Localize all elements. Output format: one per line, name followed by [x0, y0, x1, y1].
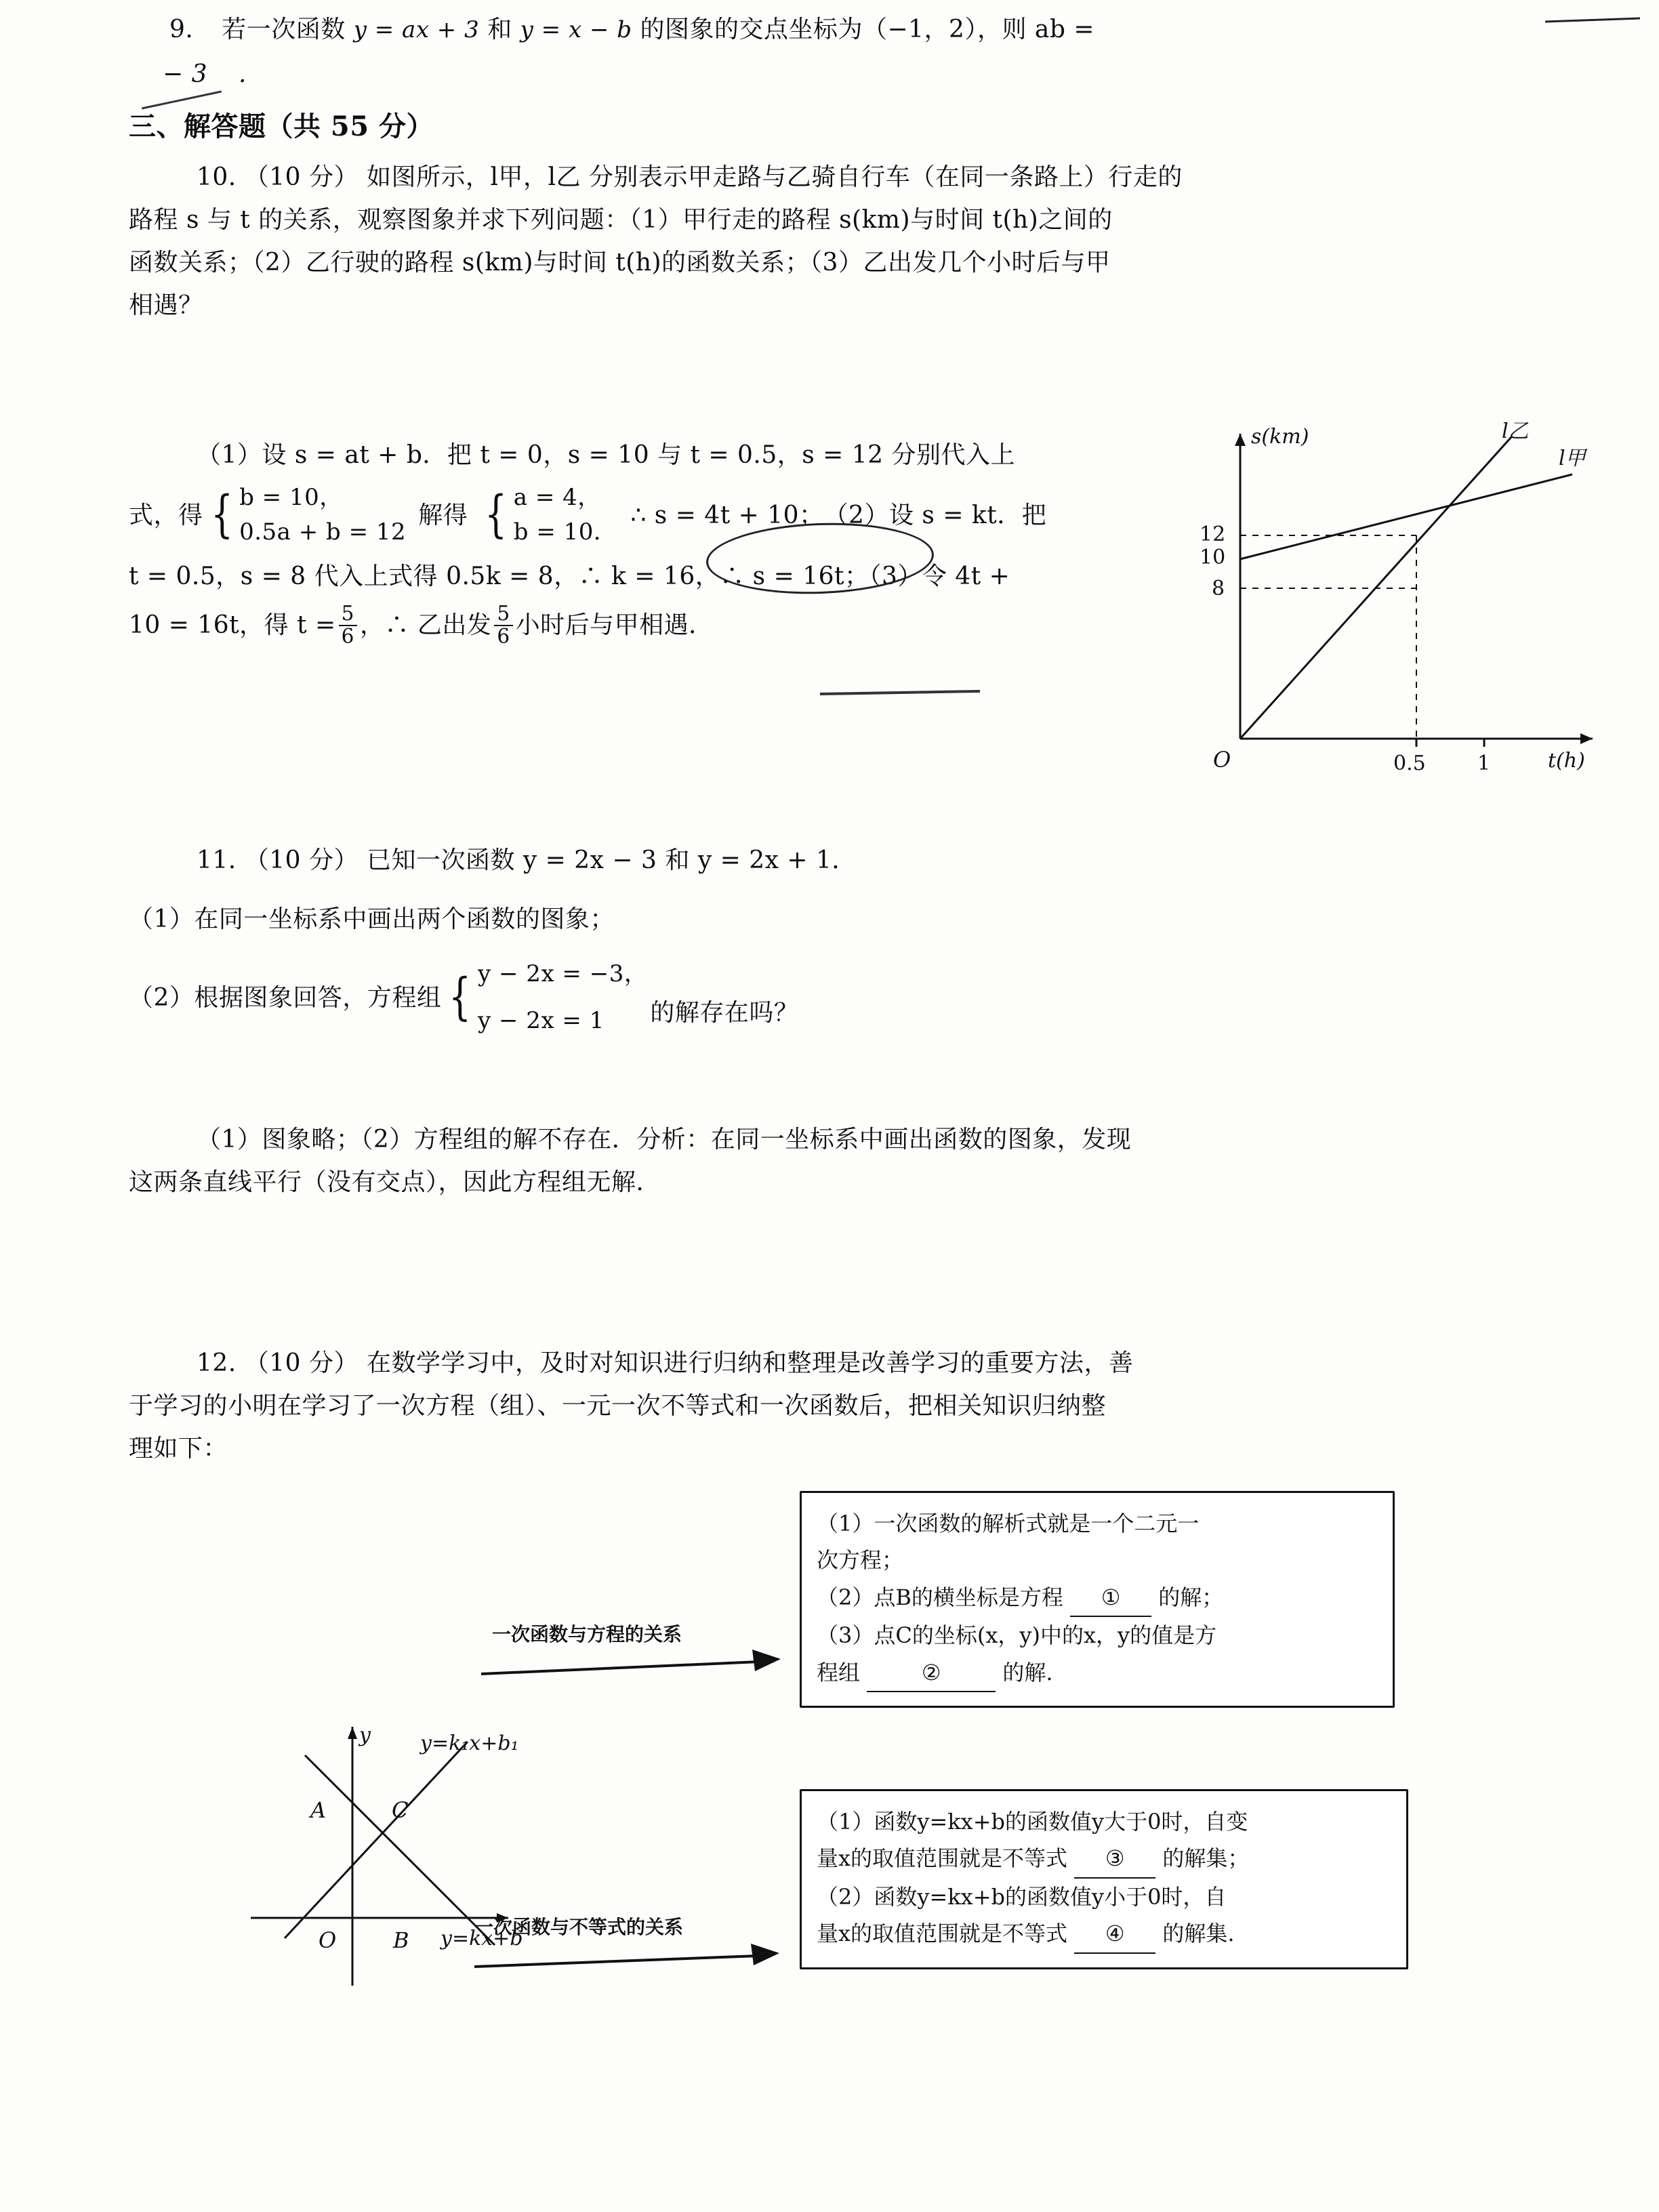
q10-score: （10 分）: [244, 163, 359, 191]
question-9: [169, 8, 1559, 51]
svg-text:O: O: [319, 1927, 337, 1953]
q9-text-3: 的图象的交点坐标为（−1，2），则 ab =: [640, 16, 1095, 43]
box2-line4-b: 的解集.: [1162, 1921, 1235, 1947]
box2-line2-b: 的解集；: [1162, 1845, 1250, 1872]
svg-text:y: y: [359, 1723, 371, 1747]
q10-stem-line3: 函数关系；（2）乙行驶的路程 s(km)与时间 t(h)的函数关系；（3）乙出发几个小时后与甲: [129, 249, 1111, 276]
q9-answer: [163, 53, 247, 96]
arrow-function-inequality: [468, 1940, 786, 1987]
frac-denominator: 6: [494, 625, 512, 648]
svg-text:y=kx+b: y=kx+b: [441, 1927, 523, 1950]
box1-blank-1: ①: [1070, 1579, 1151, 1617]
q9-formula-2: y = x − b: [520, 16, 632, 43]
q9-number: 9.: [169, 16, 194, 43]
frac-numerator: 5: [341, 602, 354, 625]
svg-text:A: A: [310, 1797, 327, 1823]
q12-stem-line3: 理如下：: [129, 1435, 228, 1462]
box1-line3-b: 的解；: [1158, 1584, 1224, 1610]
q11-sys-row1: y − 2x = −3，: [478, 960, 648, 987]
svg-text:s(km): s(km): [1251, 425, 1309, 449]
section-heading: 三、解答题（共 55 分）: [129, 110, 434, 142]
brace-icon: {: [210, 485, 233, 544]
page-top-rule: [1545, 18, 1640, 23]
box1-line2: 次方程；: [817, 1547, 904, 1574]
q11-sys-row2: y − 2x = 1: [478, 1007, 605, 1034]
box1-line4: （3）点C的坐标(x，y)中的x，y的值是方: [817, 1622, 1217, 1649]
q10-sol-line2-a: 式，得: [129, 501, 203, 529]
svg-text:y=k₁x+b₁: y=k₁x+b₁: [420, 1732, 519, 1755]
question-10-stem: [129, 156, 1538, 327]
box2-line1: （1）函数y=kx+b的函数值y大于0时，自变: [817, 1809, 1248, 1835]
svg-text:10: 10: [1200, 546, 1226, 569]
q10-system-1: [206, 480, 407, 550]
q10-fraction-2: [494, 603, 512, 648]
q10-sol-line1: （1）设 s = at + b．把 t = 0，s = 10 与 t = 0.5，s = 12 分别代入上: [197, 441, 1016, 469]
q10-fraction-1: [339, 603, 357, 648]
q10-sol-circled: ∴ s = 4t + 10；: [630, 501, 824, 529]
question-12-stem: [129, 1342, 1538, 1470]
svg-text:C: C: [392, 1797, 409, 1823]
arrow-label-function-inequality: 一次函数与不等式的关系: [474, 1916, 684, 1938]
box2-line4-a: 量x的取值范围就是不等式: [817, 1921, 1068, 1947]
svg-text:B: B: [393, 1927, 409, 1953]
q11-stem: 已知一次函数 y = 2x − 3 和 y = 2x + 1．: [366, 846, 857, 874]
box2-line3: （2）函数y=kx+b的函数值y小于0时，自: [817, 1883, 1227, 1910]
q10-sys1-row2: 0.5a + b = 12: [239, 518, 407, 546]
svg-text:t(h): t(h): [1548, 749, 1585, 773]
svg-text:1: 1: [1477, 752, 1491, 773]
q11-system: [444, 957, 647, 1038]
q12-score: （10 分）: [244, 1349, 359, 1377]
q10-sys2-row2: b = 10．: [513, 518, 617, 546]
svg-text:l乙: l乙: [1502, 420, 1529, 443]
frac-numerator: 5: [497, 602, 510, 625]
question-10-graph: [1193, 420, 1613, 773]
box1-line3-a: （2）点B的横坐标是方程: [817, 1584, 1063, 1610]
box1-line5-b: 的解.: [1002, 1659, 1053, 1685]
arrow-label-function-equation: 一次函数与方程的关系: [492, 1623, 682, 1645]
q12-stem-line2: 于学习的小明在学习了一次方程（组）、一元一次不等式和一次函数后，把相关知识归纳整: [129, 1392, 1107, 1420]
q11-ans-line1: （1）图象略；（2）方程组的解不存在．分析：在同一坐标系中画出函数的图象，发现: [197, 1126, 1132, 1153]
q10-number: 10.: [197, 163, 237, 191]
question-10-solution: [129, 434, 1186, 648]
box2-line2-a: 量x的取值范围就是不等式: [817, 1845, 1068, 1872]
arrow-function-equation: [474, 1647, 786, 1694]
handwritten-underline: [820, 690, 980, 695]
q10-system-2: [480, 480, 617, 550]
q10-sol-line4-c: 小时后与甲相遇．: [515, 611, 714, 640]
q9-formula-1: y = ax + 3: [353, 16, 480, 43]
q11-ans-line2: 这两条直线平行（没有交点），因此方程组无解．: [129, 1168, 661, 1196]
q10-stem-line1: 如图所示，l甲，l乙 分别表示甲走路与乙骑自行车（在同一条路上）行走的: [366, 163, 1183, 191]
svg-text:8: 8: [1212, 577, 1225, 600]
q10-sol-line4-b: ，∴ 乙出发: [359, 611, 492, 640]
svg-text:12: 12: [1200, 523, 1226, 546]
q9-text-1: 若一次函数: [222, 16, 346, 43]
box1-line5-a: 程组: [817, 1659, 861, 1685]
q10-sol-line3: t = 0.5，s = 8 代入上式得 0.5k = 8，∴ k = 16，∴ s = 16t；（3）令 4t +: [129, 562, 1010, 590]
q9-answer-period: .: [238, 60, 247, 88]
q11-part1: （1）在同一坐标系中画出两个函数的图象；: [129, 905, 615, 933]
box2-blank-2: ④: [1074, 1915, 1155, 1953]
q12-number: 12.: [197, 1349, 237, 1377]
question-11-answer: [129, 1118, 1538, 1204]
frac-denominator: 6: [339, 625, 357, 648]
q10-sys2-row1: a = 4，: [513, 484, 601, 511]
brace-icon: {: [485, 485, 508, 544]
q10-stem-line4: 相遇？: [129, 291, 203, 319]
question-11: [129, 839, 1538, 1038]
box1-blank-2: ②: [867, 1654, 996, 1692]
q11-number: 11.: [197, 846, 237, 874]
q10-sol-line2-c: （2）设 s = kt．把: [823, 501, 1047, 529]
q9-answer-value: − 3: [163, 60, 208, 88]
box2-blank-1: ③: [1074, 1840, 1155, 1878]
q11-score: （10 分）: [244, 846, 359, 874]
q12-box-1: [800, 1491, 1395, 1708]
q10-stem-line2: 路程 s 与 t 的关系，观察图象并求下列问题：（1）甲行走的路程 s(km)与时间 t(h)之间的: [129, 206, 1113, 234]
svg-text:l甲: l甲: [1559, 447, 1586, 470]
q12-box-2: [800, 1789, 1408, 1969]
q10-sol-line2-b: 解得: [418, 501, 468, 529]
q10-sys1-row1: b = 10，: [239, 484, 343, 511]
svg-text:O: O: [1213, 747, 1231, 773]
q12-stem-line1: 在数学学习中，及时对知识进行归纳和整理是改善学习的重要方法，善: [366, 1349, 1134, 1377]
svg-text:0.5: 0.5: [1393, 752, 1426, 773]
brace-icon: {: [449, 968, 472, 1027]
q10-sol-line4-a: 10 = 16t，得 t =: [129, 611, 336, 640]
box1-line1: （1）一次函数的解析式就是一个二元一: [817, 1511, 1200, 1536]
q11-part2-b: 的解存在吗？: [650, 999, 799, 1027]
q11-part2-a: （2）根据图象回答，方程组: [129, 983, 442, 1012]
q9-text-2: 和: [487, 16, 512, 43]
